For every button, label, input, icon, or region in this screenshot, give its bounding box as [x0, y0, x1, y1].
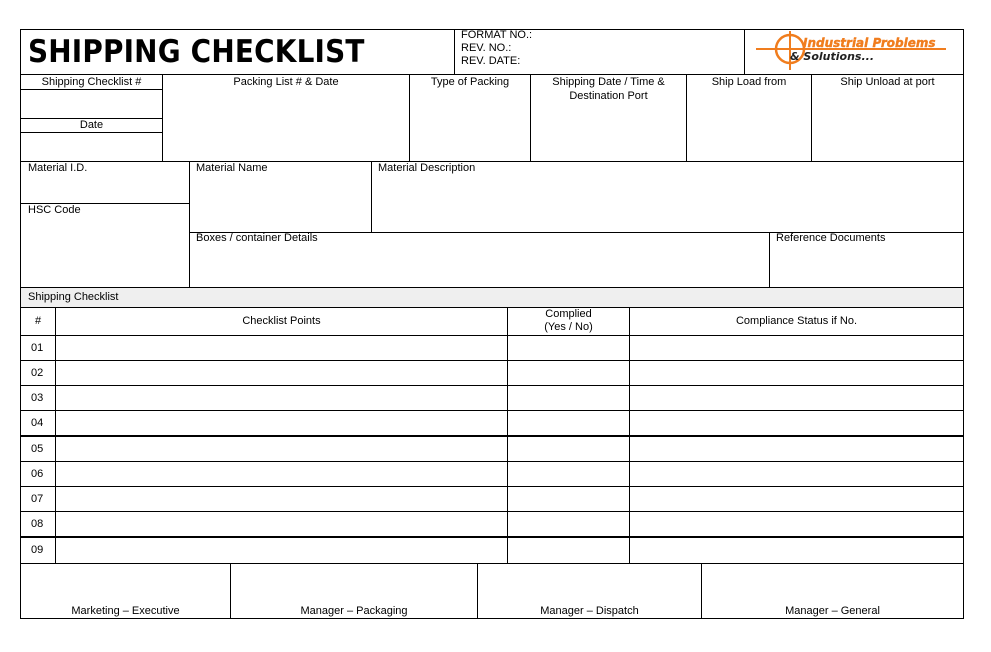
status-field[interactable]: [629, 511, 964, 537]
material-id-label: Material I.D.: [28, 162, 88, 174]
rev-no-label: REV. NO.:: [461, 42, 512, 54]
checklist-point-field[interactable]: [55, 436, 508, 462]
complied-field[interactable]: [507, 461, 630, 487]
boxes-label: Boxes / container Details: [196, 232, 318, 244]
material-name-label: Material Name: [196, 162, 268, 174]
checklist-point-field[interactable]: [55, 461, 508, 487]
date-label: Date: [79, 119, 104, 131]
checklist-point-field[interactable]: [55, 360, 508, 386]
format-no-label: FORMAT NO.:: [461, 29, 533, 41]
logo-text-line2: & Solutions...: [790, 50, 875, 63]
checklist-no-label: Shipping Checklist #: [41, 76, 142, 88]
packing-list-label: Packing List # & Date: [233, 76, 339, 88]
col-complied-label-line2: (Yes / No): [544, 321, 593, 333]
checklist-section-label: Shipping Checklist: [28, 291, 119, 303]
type-packing-label: Type of Packing: [430, 76, 510, 88]
col-no-label: #: [34, 315, 42, 327]
col-points-label: Checklist Points: [242, 315, 321, 327]
checklist-point-field[interactable]: [55, 410, 508, 436]
company-logo: [750, 30, 960, 74]
signature-packaging-label: Manager – Packaging: [300, 605, 408, 617]
row-number: 04: [31, 417, 44, 429]
row-number: 02: [31, 367, 44, 379]
row-number: 06: [31, 468, 44, 480]
ship-unload-label: Ship Unload at port: [840, 76, 935, 88]
complied-field[interactable]: [507, 410, 630, 436]
checklist-section-bar: [20, 287, 964, 308]
complied-field[interactable]: [507, 360, 630, 386]
status-field[interactable]: [629, 436, 964, 462]
status-field[interactable]: [629, 461, 964, 487]
reference-label: Reference Documents: [776, 232, 886, 244]
status-field[interactable]: [629, 360, 964, 386]
date-input[interactable]: [20, 132, 163, 162]
logo-text-line1: Industrial Problems: [803, 36, 936, 50]
rev-date-label: REV. DATE:: [461, 55, 521, 67]
status-field[interactable]: [629, 410, 964, 436]
checklist-point-field[interactable]: [55, 511, 508, 537]
signature-dispatch-label: Manager – Dispatch: [540, 605, 639, 617]
row-number: 01: [31, 342, 44, 354]
complied-field[interactable]: [507, 486, 630, 512]
checklist-point-field[interactable]: [55, 537, 508, 564]
col-complied-label-line1: Complied: [545, 308, 592, 320]
checklist-point-field[interactable]: [55, 335, 508, 361]
checklist-point-field[interactable]: [55, 486, 508, 512]
complied-field[interactable]: [507, 385, 630, 411]
shipping-date-label-line2: Destination Port: [569, 90, 648, 102]
signature-general-label: Manager – General: [785, 605, 880, 617]
material-desc-label: Material Description: [378, 162, 476, 174]
row-number: 05: [31, 443, 44, 455]
status-field[interactable]: [629, 335, 964, 361]
row-number: 09: [31, 544, 44, 556]
ship-load-label: Ship Load from: [711, 76, 787, 88]
status-field[interactable]: [629, 486, 964, 512]
complied-field[interactable]: [507, 436, 630, 462]
complied-field[interactable]: [507, 335, 630, 361]
complied-field[interactable]: [507, 511, 630, 537]
col-status-label: Compliance Status if No.: [735, 315, 858, 327]
row-number: 07: [31, 493, 44, 505]
checklist-point-field[interactable]: [55, 385, 508, 411]
row-number: 03: [31, 392, 44, 404]
row-number: 08: [31, 518, 44, 530]
status-field[interactable]: [629, 385, 964, 411]
checklist-no-input[interactable]: [20, 89, 163, 119]
hsc-code-label: HSC Code: [28, 204, 81, 216]
status-field[interactable]: [629, 537, 964, 564]
signature-marketing-label: Marketing – Executive: [71, 605, 180, 617]
shipping-date-label-line1: Shipping Date / Time &: [552, 76, 665, 88]
page-title: SHIPPING CHECKLIST: [28, 34, 365, 70]
complied-field[interactable]: [507, 537, 630, 564]
